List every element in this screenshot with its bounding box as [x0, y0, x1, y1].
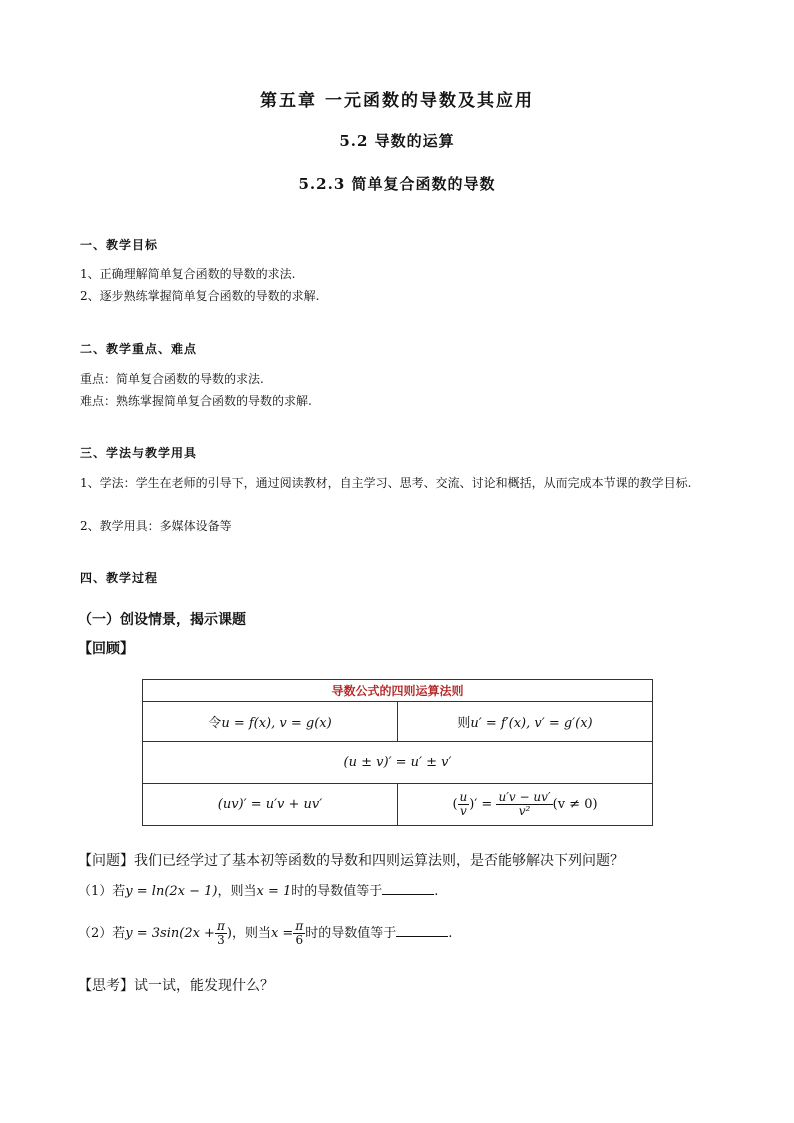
q2-six: 6 [295, 933, 304, 947]
process-heading: 四、教学过程 [80, 571, 159, 585]
review-label: 【回顾】 [78, 641, 134, 657]
q2-close-paren: ) [226, 926, 232, 941]
q2-answer-blank[interactable] [396, 924, 448, 937]
methods-item-2: 2、教学用具：多媒体设备等 [80, 519, 232, 533]
q2-pi: π [216, 919, 225, 933]
subsection-title: 5.2.3 简单复合函数的导数 [298, 175, 496, 193]
quotient-mid: )′ = [469, 797, 493, 812]
table-cell-quotient-rule [398, 784, 653, 826]
quotient-condition: (v ≠ 0) [552, 797, 598, 812]
chapter-title: 第五章 一元函数的导数及其应用 [260, 91, 534, 111]
goal-item-2: 2、逐步熟练掌握简单复合函数的导数的求解. [80, 289, 320, 303]
sum-rule-formula: (u ± v)′ = u′ ± v′ [343, 755, 452, 770]
q1-answer-blank[interactable] [382, 882, 434, 895]
table-cell-product-rule [143, 784, 398, 826]
q2-x-equals: x = [270, 926, 294, 941]
table-cell-sum-rule [143, 742, 653, 784]
define-prefix: 令 [208, 716, 222, 731]
table-cell-define [143, 702, 398, 742]
q2-three: 3 [217, 933, 225, 947]
quotient-right-num: u′v − uv′ [498, 790, 551, 804]
q2-pi-2: π [295, 919, 304, 933]
quotient-right-den: v² [518, 804, 531, 818]
question-1: （1）若y = ln(2x − 1)，则当x = 1时的导数值等于 . [78, 884, 439, 899]
goals-heading: 一、教学目标 [80, 238, 159, 252]
q2-then: ，则当 [231, 926, 271, 941]
quotient-left-num: u [459, 790, 468, 804]
keypoints-heading: 二、教学重点、难点 [80, 342, 198, 356]
table-cell-then [398, 702, 653, 742]
methods-item-1: 1、学法：学生在老师的引导下，通过阅读教材，自主学习、思考、交流、讨论和概括，从而完成本节课的教学目标. [80, 476, 692, 490]
keypoint-item-1: 重点：简单复合函数的导数的求法. [80, 372, 264, 386]
q1-condition: x = 1 [256, 884, 292, 899]
quotient-right-fraction [496, 791, 552, 818]
q1-formula: y = ln(2x − 1) [125, 884, 218, 899]
quotient-left-den: v [460, 804, 467, 818]
think-text: 【思考】试一试，能发现什么？ [78, 978, 274, 994]
table-title: 导数公式的四则运算法则 [143, 680, 653, 702]
question-text: 【问题】我们已经学过了基本初等函数的导数和四则运算法则，是否能够解决下列问题？ [78, 853, 624, 869]
q2-prefix: （2）若 [78, 926, 126, 941]
part1-heading: （一）创设情景，揭示课题 [78, 612, 246, 628]
then-prefix: 则 [457, 716, 471, 731]
q1-prefix: （1）若 [78, 884, 126, 899]
q2-pi-over-6 [293, 920, 305, 947]
q2-formula: y = 3sin(2x + [125, 926, 215, 941]
q2-suffix: 时的导数值等于 [305, 926, 397, 941]
derivative-rules-table [142, 679, 653, 826]
q1-then: ，则当 [217, 884, 257, 899]
keypoint-item-2: 难点：熟练掌握简单复合函数的导数的求解. [80, 394, 312, 408]
product-rule-formula: (uv)′ = u′v + uv′ [217, 797, 323, 812]
goal-item-1: 1、正确理解简单复合函数的导数的求法. [80, 267, 296, 281]
methods-heading: 三、学法与教学用具 [80, 446, 198, 460]
quotient-left-fraction [458, 791, 470, 818]
question-2: （2）若y = 3sin(2x + $\frac{\pi}{3}$ )，则当x = $\frac{\pi}{6}$ 时的导数值等于 . [78, 919, 453, 947]
then-formula: u′ = f′(x), v′ = g′(x) [470, 716, 593, 731]
define-formula: u = f(x), v = g(x) [221, 716, 332, 731]
q1-suffix: 时的导数值等于 [291, 884, 383, 899]
q2-pi-over-3 [215, 920, 227, 947]
quotient-open-paren: ( [452, 797, 458, 812]
section-title: 5.2 导数的运算 [339, 132, 455, 150]
